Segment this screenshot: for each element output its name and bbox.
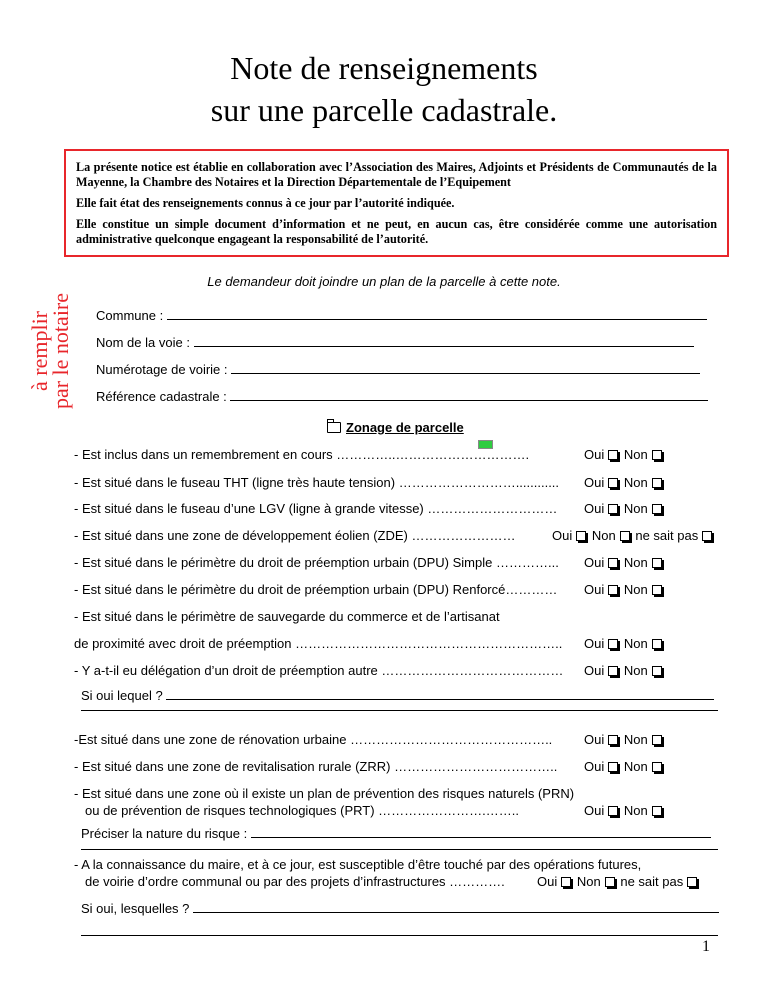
checkbox-non[interactable]: [652, 558, 662, 568]
stamp-line-2: par le notaire: [48, 292, 73, 410]
label-oui: Oui: [584, 501, 605, 516]
label-non: Non: [623, 732, 648, 747]
question-dpu-renforce: - Est situé dans le périmètre du droit de préemption urbain (DPU) Renforcé…………: [74, 582, 558, 597]
field-nature-risque[interactable]: [81, 826, 711, 841]
label-oui: Oui: [584, 803, 605, 818]
field-voie-label: Nom de la voie :: [96, 335, 190, 350]
document-title-line1: Note de renseignements: [230, 50, 538, 86]
question-commerce-line2: de proximité avec droit de préemption ……………………………………………………..: [74, 636, 563, 651]
label-ne-sait-pas: ne sait pas: [620, 874, 684, 889]
page-number: 1: [702, 938, 710, 955]
checkbox-non[interactable]: [652, 735, 662, 745]
field-si-oui-lequel[interactable]: [81, 688, 714, 703]
label-oui: Oui: [584, 475, 605, 490]
checkbox-oui[interactable]: [608, 585, 618, 595]
question-lgv: - Est situé dans le fuseau d’une LGV (ligne à grande vitesse) …………………………: [74, 501, 558, 516]
checkbox-oui[interactable]: [608, 504, 618, 514]
checkbox-oui[interactable]: [576, 531, 586, 541]
label-non: Non: [623, 759, 648, 774]
field-lesquelles[interactable]: [81, 901, 719, 916]
options-operations: [537, 874, 699, 889]
label-non: Non: [623, 582, 648, 597]
options-renovation: [584, 732, 664, 747]
question-operations-line1: - A la connaissance du maire, et à ce jour, est susceptible d’être touché par des opérations futures,: [74, 857, 642, 872]
checkbox-non[interactable]: [605, 877, 615, 887]
question-zrr: - Est situé dans une zone de revitalisation rurale (ZRR) ………………………………..: [74, 759, 558, 774]
checkbox-non[interactable]: [652, 585, 662, 595]
checkbox-oui[interactable]: [561, 877, 571, 887]
label-oui: Oui: [584, 636, 605, 651]
label-non: Non: [623, 475, 648, 490]
options-remembrement: [584, 447, 664, 462]
question-dpu-simple: - Est situé dans le périmètre du droit de préemption urbain (DPU) Simple …………...: [74, 555, 559, 570]
notice-paragraph-3: Elle constitue un simple document d’information et ne peut, en aucun cas, être considérée comme une autorisation administrative quelconque engageant la responsabilité de l’autorité.: [76, 217, 717, 246]
field-lesquelles-label: Si oui, lesquelles ?: [81, 901, 190, 916]
label-non: Non: [591, 528, 616, 543]
checkbox-oui[interactable]: [608, 806, 618, 816]
field-nature-risque-label: Préciser la nature du risque :: [81, 826, 248, 841]
options-prn: [584, 803, 664, 818]
label-non: Non: [623, 555, 648, 570]
options-commerce: [584, 636, 664, 651]
label-oui: Oui: [552, 528, 573, 543]
checkbox-non[interactable]: [652, 806, 662, 816]
stamp-line-1: à remplir: [27, 310, 52, 392]
options-zrr: [584, 759, 664, 774]
checkbox-oui[interactable]: [608, 762, 618, 772]
question-prn-line1: - Est situé dans une zone où il existe un plan de prévention des risques naturels (PRN): [74, 786, 575, 801]
field-voie[interactable]: [96, 335, 694, 350]
blank-line[interactable]: [81, 935, 718, 936]
question-tht: - Est situé dans le fuseau THT (ligne très haute tension) ………………………............: [74, 475, 560, 490]
label-oui: Oui: [584, 663, 605, 678]
document-title-line2: sur une parcelle cadastrale.: [210, 92, 558, 128]
question-operations-line2: de voirie d’ordre communal ou par des projets d’infrastructures ………….: [85, 874, 505, 889]
checkbox-non[interactable]: [652, 504, 662, 514]
question-prn-line2: ou de prévention de risques technologiques (PRT) …………………….……..: [85, 803, 519, 818]
checkbox-ne-sait-pas[interactable]: [702, 531, 712, 541]
label-ne-sait-pas: ne sait pas: [635, 528, 699, 543]
section-title: Zonage de parcelle: [346, 420, 464, 435]
field-si-oui-lequel-label: Si oui lequel ?: [81, 688, 163, 703]
label-non: Non: [623, 501, 648, 516]
checkbox-non[interactable]: [652, 478, 662, 488]
blank-line[interactable]: [81, 849, 718, 850]
notice-paragraph-2: Elle fait état des renseignements connus à ce jour par l’autorité indiquée.: [76, 196, 455, 210]
section-heading: [327, 420, 464, 435]
label-oui: Oui: [584, 732, 605, 747]
field-numerotage-label: Numérotage de voirie :: [96, 362, 228, 377]
options-tht: [584, 475, 664, 490]
label-oui: Oui: [537, 874, 558, 889]
field-reference[interactable]: [96, 389, 708, 404]
label-non: Non: [623, 803, 648, 818]
checkbox-non[interactable]: [652, 666, 662, 676]
label-non: Non: [623, 663, 648, 678]
options-delegation: [584, 663, 664, 678]
label-oui: Oui: [584, 582, 605, 597]
question-delegation: - Y a-t-il eu délégation d’un droit de préemption autre ……………………………………: [74, 663, 564, 678]
checkbox-non[interactable]: [620, 531, 630, 541]
field-numerotage-blank[interactable]: [231, 372, 700, 374]
label-oui: Oui: [584, 759, 605, 774]
field-reference-label: Référence cadastrale :: [96, 389, 227, 404]
field-reference-blank[interactable]: [230, 399, 708, 401]
checkbox-oui[interactable]: [608, 450, 618, 460]
field-commune-blank[interactable]: [167, 318, 707, 320]
field-nature-risque-blank[interactable]: [251, 836, 711, 838]
field-si-oui-lequel-blank[interactable]: [166, 698, 714, 700]
field-numerotage[interactable]: [96, 362, 700, 377]
label-non: Non: [623, 636, 648, 651]
options-dpu-simple: [584, 555, 664, 570]
options-dpu-renforce: [584, 582, 664, 597]
options-lgv: [584, 501, 664, 516]
question-zde: - Est situé dans une zone de développement éolien (ZDE) ……………………: [74, 528, 516, 543]
checkbox-non[interactable]: [652, 450, 662, 460]
checkbox-ne-sait-pas[interactable]: [687, 877, 697, 887]
instruction-text: Le demandeur doit joindre un plan de la parcelle à cette note.: [207, 274, 561, 289]
field-lesquelles-blank[interactable]: [193, 911, 719, 913]
label-non: Non: [576, 874, 601, 889]
label-non: Non: [623, 447, 648, 462]
folder-icon: [327, 422, 341, 433]
options-zde: [552, 528, 714, 543]
checkbox-oui[interactable]: [608, 735, 618, 745]
checkbox-non[interactable]: [652, 762, 662, 772]
notary-stamp: [29, 261, 71, 441]
checkbox-non[interactable]: [652, 639, 662, 649]
field-commune[interactable]: [96, 308, 707, 323]
label-oui: Oui: [584, 555, 605, 570]
field-commune-label: Commune :: [96, 308, 164, 323]
question-commerce-line1: - Est situé dans le périmètre de sauvegarde du commerce et de l’artisanat: [74, 609, 500, 624]
checkbox-oui[interactable]: [608, 558, 618, 568]
field-voie-blank[interactable]: [194, 345, 694, 347]
checkbox-oui[interactable]: [608, 666, 618, 676]
checkbox-oui[interactable]: [608, 478, 618, 488]
question-renovation: -Est situé dans une zone de rénovation urbaine ………………………………………..: [74, 732, 553, 747]
question-remembrement: - Est inclus dans un remembrement en cours …………..………………………….: [74, 447, 530, 462]
checkbox-oui[interactable]: [608, 639, 618, 649]
label-oui: Oui: [584, 447, 605, 462]
blank-line[interactable]: [81, 710, 718, 711]
notice-box: [64, 149, 729, 257]
notice-paragraph-1: La présente notice est établie en collaboration avec l’Association des Maires, Adjoints et Présidents de Communautés de la Mayenne, la Chambre des Notaires et la Direction Départementale de l’Equipement: [76, 160, 717, 189]
